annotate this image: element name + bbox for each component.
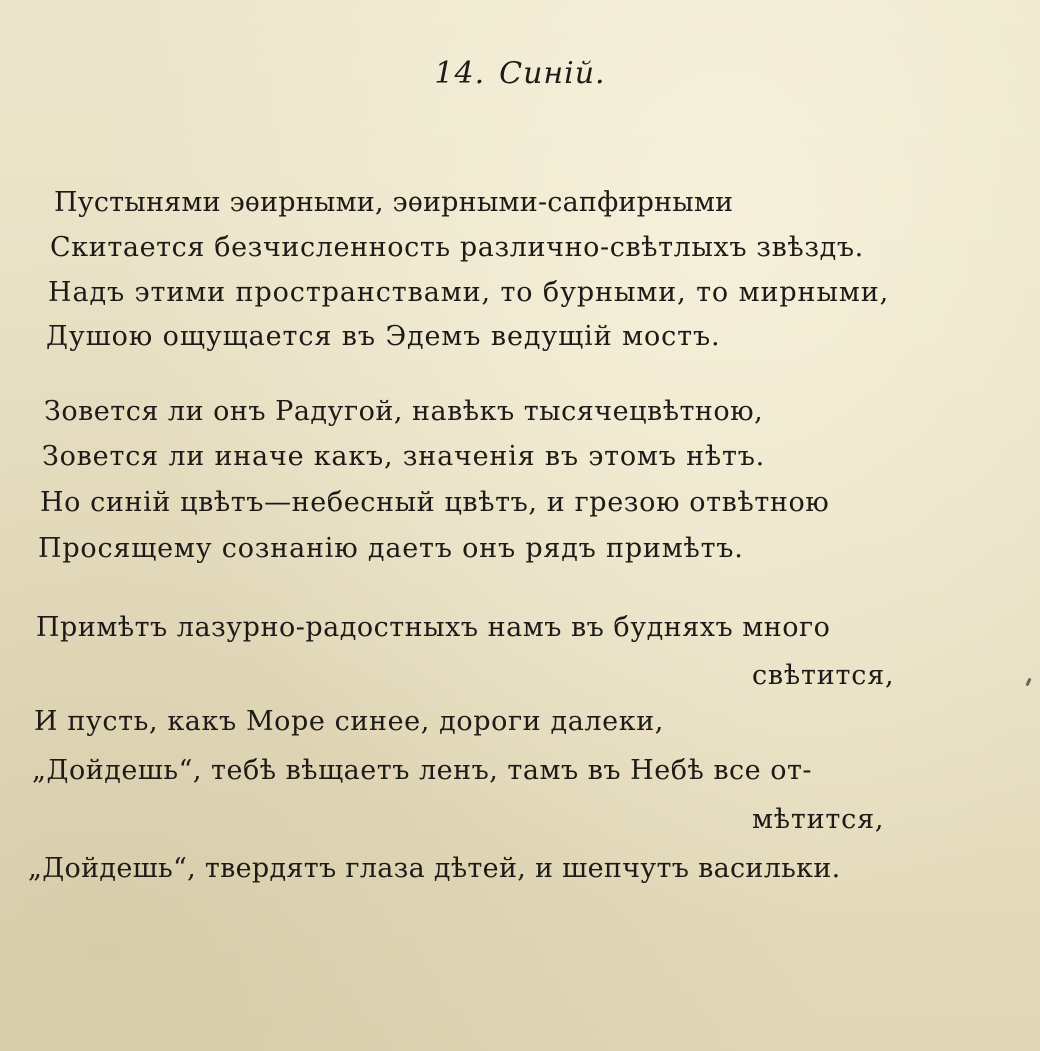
poem-line: Зовется ли иначе какъ, значенія въ этомъ нѣтъ.	[42, 441, 766, 472]
poem-line: „Дойдешь“, тебѣ вѣщаетъ ленъ, тамъ въ Небѣ все от-	[32, 755, 813, 786]
poem-line: И пусть, какъ Море синее, дороги далеки,	[34, 706, 664, 737]
poem-line: Душою ощущается въ Эдемъ ведущій мостъ.	[46, 321, 721, 352]
poem-line: Просящему сознанію даетъ онъ рядъ примѣтъ.	[38, 533, 744, 564]
paper-speck	[1025, 678, 1031, 687]
poem-title-text: Синій.	[499, 56, 606, 91]
poem-line: Скитается безчисленность различно-свѣтлыхъ звѣздъ.	[50, 232, 864, 263]
poem-line: Надъ этими пространствами, то бурными, то мирными,	[48, 277, 890, 308]
poem-number: 14.	[434, 56, 486, 91]
poem-line-continuation: мѣтится,	[752, 804, 885, 835]
poem-line: „Дойдешь“, твердятъ глаза дѣтей, и шепчутъ васильки.	[28, 853, 841, 884]
poem-line: Примѣтъ лазурно-радостныхъ намъ въ будняхъ много	[36, 612, 831, 643]
poem-line: Зовется ли онъ Радугой, навѣкъ тысячецвѣтною,	[44, 396, 764, 427]
poem-line-continuation: свѣтится,	[752, 660, 895, 691]
poem-line: Пустынями эѳирными, эѳирными-сапфирными	[54, 187, 734, 218]
poem-title	[0, 56, 1040, 91]
poem-line: Но синій цвѣтъ—небесный цвѣтъ, и грезою отвѣтною	[40, 487, 830, 518]
